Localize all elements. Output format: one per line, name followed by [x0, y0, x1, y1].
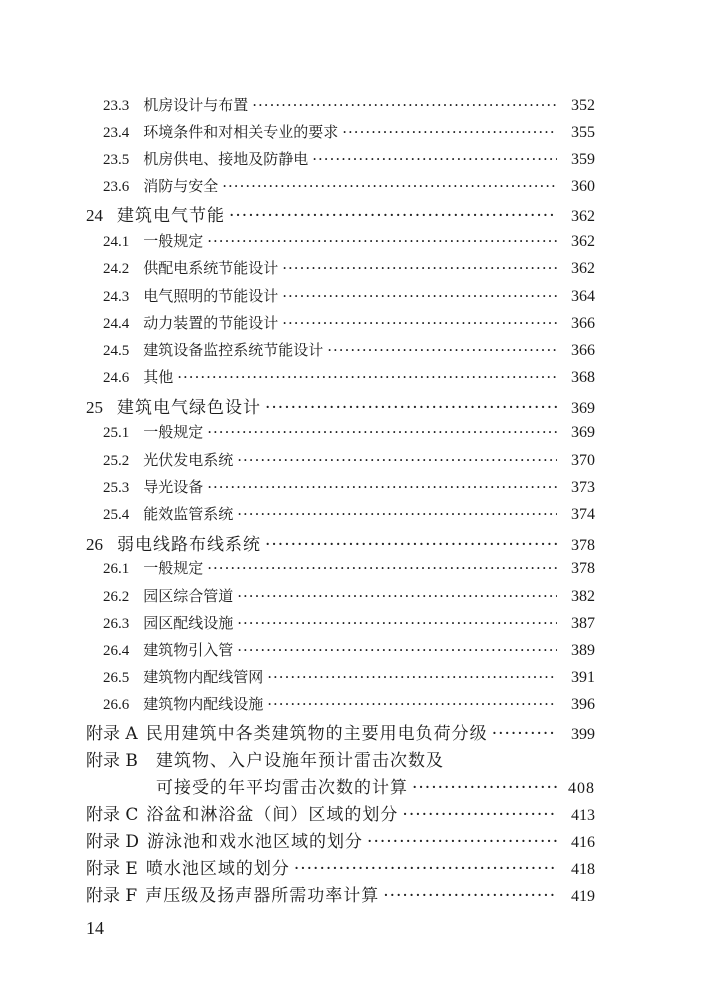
toc-entry[interactable] — [103, 257, 595, 279]
section-title: 建筑物内配线管网 — [143, 668, 264, 686]
section-number: 24.5 — [103, 343, 130, 359]
section-title: 一般规定 — [143, 232, 204, 250]
dot-leader — [237, 614, 557, 632]
page-number: 362 — [571, 208, 595, 225]
section-number: 26.6 — [103, 697, 130, 713]
toc-chapter-entry[interactable] — [86, 393, 595, 417]
page-number: 373 — [571, 479, 595, 496]
toc-entry[interactable] — [103, 666, 595, 688]
section-title: 消防与安全 — [143, 177, 219, 195]
page-number: 352 — [571, 97, 595, 114]
page-number: 396 — [571, 696, 595, 713]
toc-entry[interactable] — [103, 421, 595, 443]
section-number: 25.4 — [103, 507, 130, 523]
toc-entry[interactable] — [103, 339, 595, 361]
section-number: 24.3 — [103, 289, 130, 305]
dot-leader — [267, 668, 557, 686]
page-number: 366 — [571, 342, 595, 359]
section-title: 其他 — [143, 368, 174, 386]
dot-leader — [282, 314, 557, 332]
section-number: 23.6 — [103, 179, 130, 195]
section-number: 23.4 — [103, 125, 130, 141]
page-number: 368 — [571, 369, 595, 386]
dot-leader — [207, 478, 557, 496]
page-number: 391 — [571, 669, 595, 686]
appendix-label: 附录 E — [86, 859, 138, 879]
appendix-label: 附录 B — [86, 751, 138, 771]
page-number: 362 — [571, 233, 595, 250]
dot-leader — [229, 206, 557, 226]
page-number: 408 — [568, 780, 595, 797]
section-title: 一般规定 — [143, 559, 204, 577]
page-number: 359 — [571, 151, 595, 168]
dot-leader — [237, 505, 557, 523]
toc-appendix-entry[interactable] — [86, 827, 595, 851]
page-number: 413 — [571, 807, 595, 824]
toc-entry[interactable] — [103, 94, 595, 116]
section-title: 建筑物内配线设施 — [143, 695, 264, 713]
toc-entry[interactable] — [103, 693, 595, 715]
appendix-title: 民用建筑中各类建筑物的主要用电负荷分级 — [145, 724, 488, 744]
page-number: 378 — [571, 537, 595, 554]
section-title: 机房设计与布置 — [143, 96, 249, 114]
dot-leader — [267, 695, 557, 713]
dot-leader — [207, 232, 557, 250]
section-number: 23.3 — [103, 98, 130, 114]
section-number: 26.4 — [103, 643, 130, 659]
toc-entry[interactable] — [103, 557, 595, 579]
toc-entry[interactable] — [103, 639, 595, 661]
dot-leader — [412, 778, 557, 798]
section-title: 光伏发电系统 — [143, 451, 234, 469]
page-number: 399 — [571, 726, 595, 743]
section-title: 电气照明的节能设计 — [143, 287, 279, 305]
toc-entry[interactable] — [103, 476, 595, 498]
appendix-title: 喷水池区域的划分 — [145, 859, 290, 879]
dot-leader — [383, 886, 557, 906]
page-number: 369 — [571, 424, 595, 441]
dot-leader — [207, 559, 557, 577]
dot-leader — [402, 805, 557, 825]
section-title: 园区综合管道 — [143, 587, 234, 605]
dot-leader — [252, 96, 557, 114]
dot-leader — [282, 287, 557, 305]
section-title: 建筑物引入管 — [143, 641, 234, 659]
toc-appendix-entry-continued[interactable] — [156, 773, 595, 797]
appendix-label: 附录 C — [86, 805, 139, 825]
page-number: 366 — [571, 315, 595, 332]
toc-appendix-entry[interactable] — [86, 719, 595, 743]
section-title: 动力装置的节能设计 — [143, 314, 279, 332]
appendix-title: 游泳池和戏水池区域的划分 — [147, 832, 364, 852]
section-title: 导光设备 — [143, 478, 204, 496]
appendix-title-continued: 可接受的年平均雷击次数的计算 — [156, 778, 408, 798]
page-number: 382 — [571, 588, 595, 605]
page-number: 419 — [571, 888, 595, 905]
toc-entry[interactable] — [103, 175, 595, 197]
chapter-number: 26 — [86, 535, 103, 554]
dot-leader — [282, 259, 557, 277]
page-number: 374 — [571, 506, 595, 523]
dot-leader — [312, 150, 557, 168]
section-number: 26.1 — [103, 561, 130, 577]
page-number: 364 — [571, 288, 595, 305]
dot-leader — [265, 535, 557, 555]
dot-leader — [492, 724, 557, 744]
appendix-label: 附录 D — [86, 832, 140, 852]
chapter-title: 建筑电气绿色设计 — [117, 398, 261, 418]
page-number: 416 — [571, 834, 595, 851]
chapter-title: 弱电线路布线系统 — [117, 535, 261, 555]
toc-chapter-entry[interactable] — [86, 201, 595, 225]
toc-entry[interactable] — [103, 121, 595, 143]
section-number: 23.5 — [103, 152, 130, 168]
dot-leader — [237, 451, 557, 469]
section-title: 一般规定 — [143, 423, 204, 441]
toc-entry[interactable] — [103, 612, 595, 634]
toc-entry[interactable] — [103, 449, 595, 471]
toc-entry[interactable] — [103, 585, 595, 607]
section-number: 25.3 — [103, 480, 130, 496]
dot-leader — [207, 423, 557, 441]
page-number: 389 — [571, 642, 595, 659]
section-number: 24.2 — [103, 261, 130, 277]
dot-leader — [237, 587, 557, 605]
toc-entry[interactable] — [103, 503, 595, 525]
dot-leader — [222, 177, 557, 195]
chapter-number: 24 — [86, 206, 103, 225]
appendix-label: 附录 F — [86, 886, 138, 906]
appendix-title: 声压级及扬声器所需功率计算 — [145, 886, 380, 906]
toc-entry[interactable] — [103, 366, 595, 388]
page-number: 362 — [571, 260, 595, 277]
toc-entry[interactable] — [103, 312, 595, 334]
page-number: 378 — [571, 560, 595, 577]
section-number: 26.3 — [103, 616, 130, 632]
section-title: 机房供电、接地及防静电 — [143, 150, 309, 168]
toc-appendix-entry[interactable] — [86, 800, 595, 824]
section-number: 26.2 — [103, 589, 130, 605]
page-number: 355 — [571, 124, 595, 141]
dot-leader — [342, 123, 557, 141]
section-title: 环境条件和对相关专业的要求 — [143, 123, 339, 141]
chapter-number: 25 — [86, 398, 103, 417]
page-number: 369 — [571, 400, 595, 417]
page-number: 418 — [571, 861, 595, 878]
section-number: 25.1 — [103, 425, 130, 441]
toc-entry[interactable] — [103, 148, 595, 170]
dot-leader — [177, 368, 557, 386]
section-number: 24.1 — [103, 234, 130, 250]
toc-appendix-entry[interactable] — [86, 854, 595, 878]
appendix-title: 浴盆和淋浴盆（间）区域的划分 — [146, 805, 399, 825]
toc-chapter-entry[interactable] — [86, 530, 595, 554]
toc-entry[interactable] — [103, 230, 595, 252]
page-number: 387 — [571, 615, 595, 632]
dot-leader — [265, 398, 557, 418]
dot-leader — [294, 859, 557, 879]
dot-leader — [327, 341, 557, 359]
dot-leader — [237, 641, 557, 659]
section-number: 24.4 — [103, 316, 130, 332]
chapter-title: 建筑电气节能 — [117, 206, 225, 226]
section-title: 园区配线设施 — [143, 614, 234, 632]
section-number: 25.2 — [103, 453, 130, 469]
dot-leader — [367, 832, 557, 852]
appendix-title: 建筑物、入户设施年预计雷击次数及 — [156, 751, 444, 771]
page-number: 360 — [571, 178, 595, 195]
toc-appendix-entry[interactable] — [86, 881, 595, 905]
toc-entry[interactable] — [103, 285, 595, 307]
section-title: 供配电系统节能设计 — [143, 259, 279, 277]
toc-appendix-entry[interactable] — [86, 746, 478, 770]
section-title: 建筑设备监控系统节能设计 — [143, 341, 324, 359]
section-number: 26.5 — [103, 670, 130, 686]
appendix-label: 附录 A — [86, 724, 138, 744]
section-number: 24.6 — [103, 370, 130, 386]
section-title: 能效监管系统 — [143, 505, 234, 523]
page-folio: 14 — [86, 918, 104, 938]
page-number: 370 — [571, 452, 595, 469]
